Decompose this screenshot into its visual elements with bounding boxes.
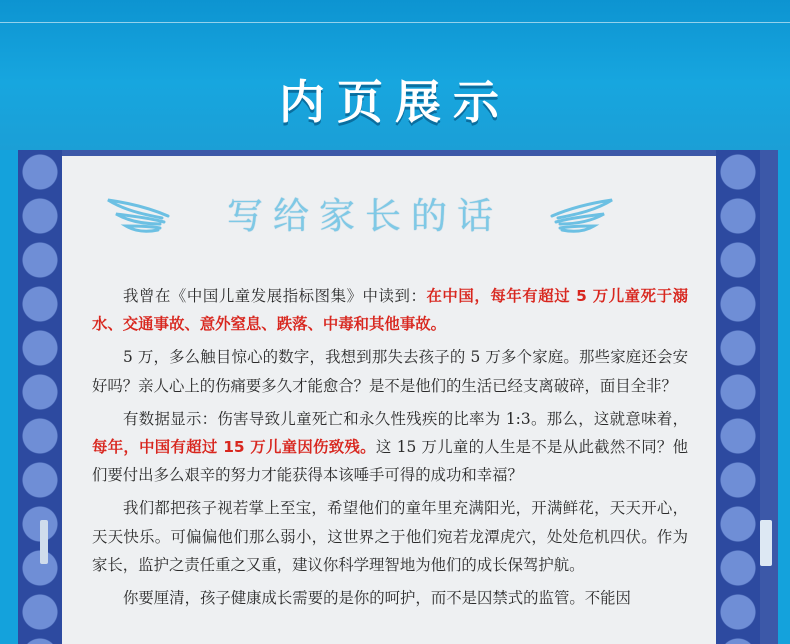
text-segment: 有数据显示：伤害导致儿童死亡和永久性残疾的比率为 1:3。那么，这就意味着， [123, 409, 688, 428]
right-wing-icon [548, 190, 618, 234]
left-scallop-border [18, 150, 62, 644]
highlighted-text: 每年，中国有超过 15 万儿童因伤致残。 [92, 438, 376, 457]
paragraph [92, 343, 688, 399]
paragraph [92, 282, 688, 338]
text-segment: 我们都把孩子视若掌上至宝，希望他们的童年里充满阳光，开满鲜花，天天开心，天天快乐。可偏偏他们那么弱小，这世界之于他们宛若龙潭虎穴，处处危机四伏。作为家长，监护之责任重之又重，建议你科学理智地为他们的成长保驾护航。 [92, 499, 688, 574]
paragraph [92, 494, 688, 579]
text-segment: 我曾在《中国儿童发展指标图集》中读到： [123, 287, 427, 305]
text-segment: 你要厘清，孩子健康成长需要的是你的呵护，而不是囚禁式的监管。不能因 [123, 589, 631, 608]
highlighted-text: 在中国，每年有超过 5 万儿童死于溺水、交通事故、意外窒息、跌落、中毒和其他事故。 [92, 287, 688, 334]
page-title: 写给家长的话 [226, 196, 503, 237]
paragraph [92, 405, 688, 490]
letter-body [92, 282, 688, 617]
paragraph [92, 584, 688, 612]
header-divider [0, 22, 790, 23]
right-bookmark-tab [760, 520, 772, 566]
left-wing-icon [102, 190, 172, 234]
section-heading: 内页展示 [279, 75, 511, 129]
text-segment: 5 万，多么触目惊心的数字，我想到那失去孩子的 5 万多个家庭。那些家庭还会安好吗？亲人心上的伤痛要多久才能愈合？是不是他们的生活已经支离破碎，面目全非？ [92, 348, 688, 395]
left-bookmark-tab [40, 520, 48, 564]
text-segment: 这 15 万儿童的人生是不是从此截然不同？他们要付出多么艰辛的努力才能获得本该唾手可得的成功和幸福？ [92, 438, 688, 485]
right-scallop-border [716, 150, 760, 644]
